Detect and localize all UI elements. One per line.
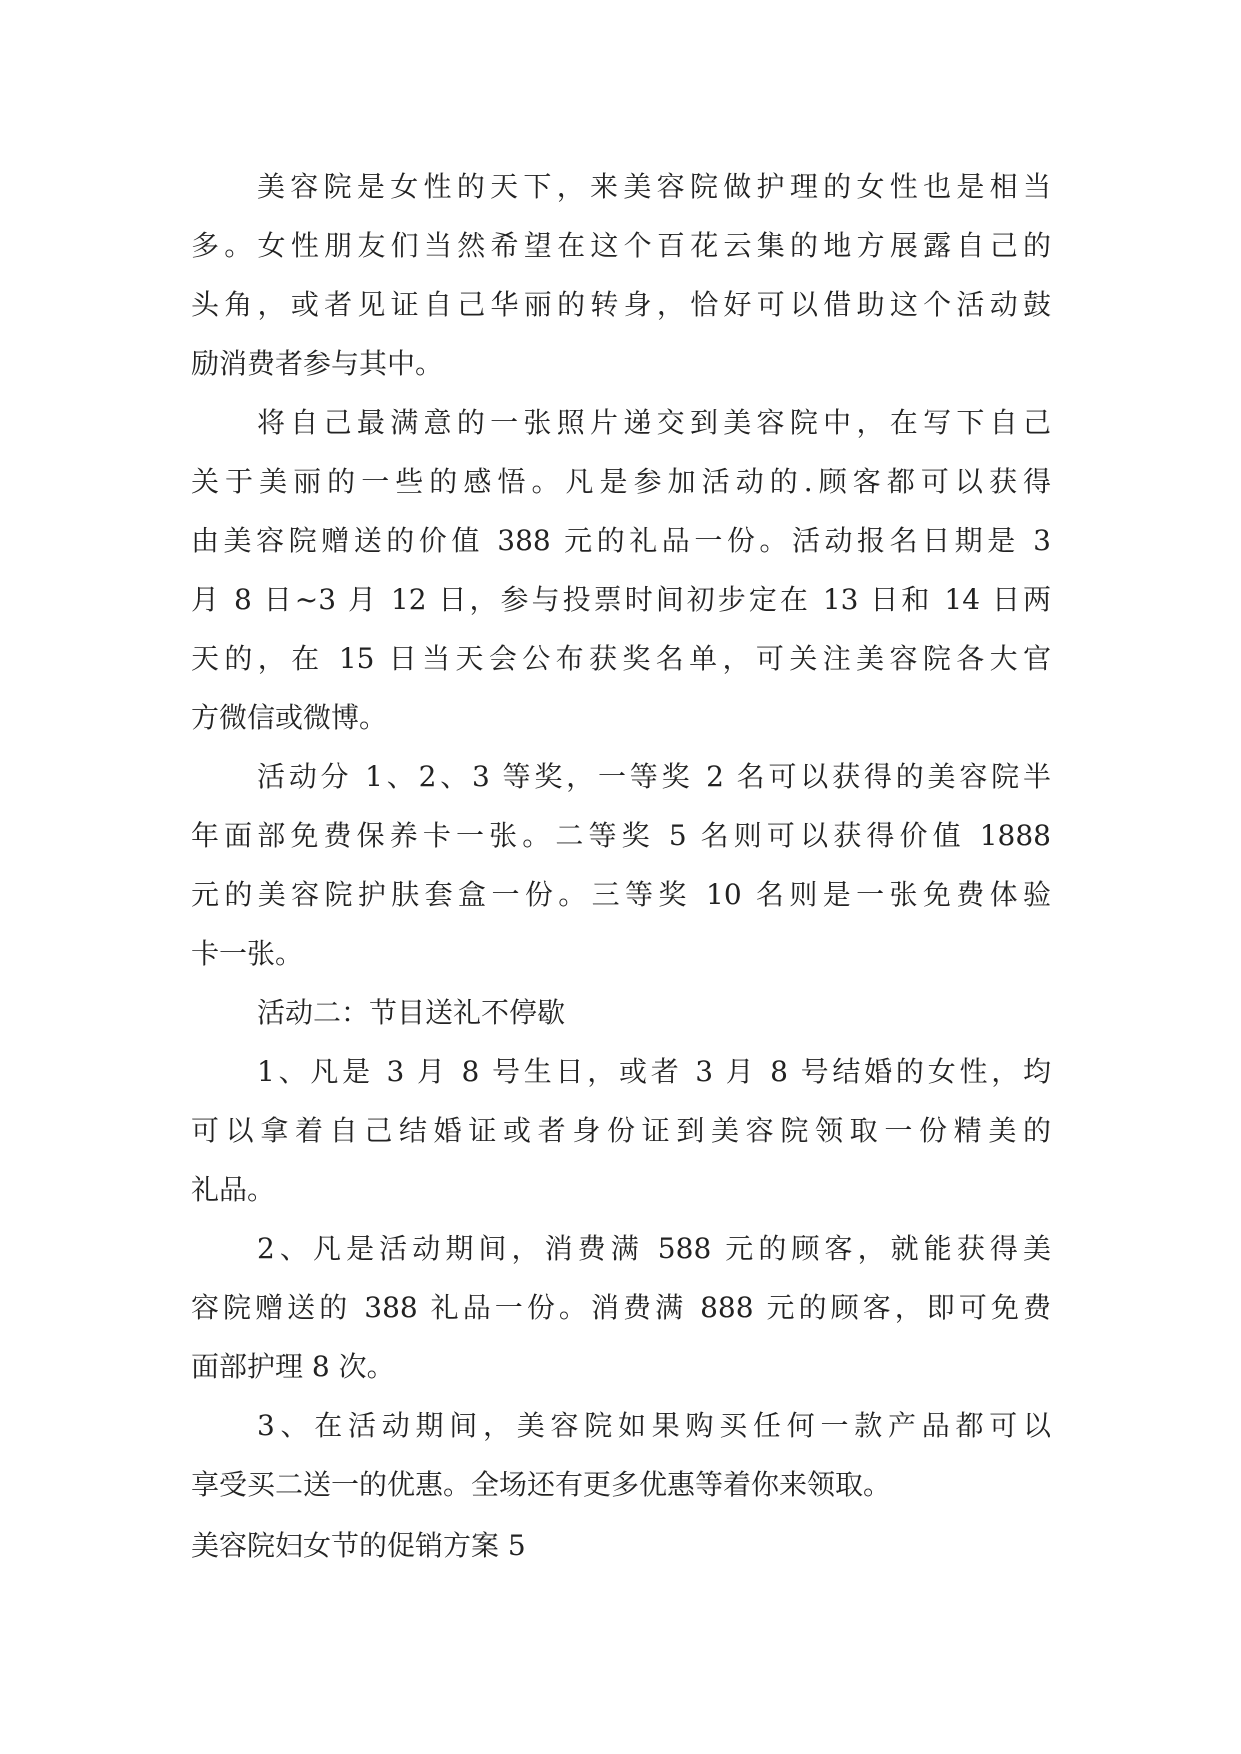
text-line: 将自己最满意的一张照片递交到美容院中，在写下自己 xyxy=(257,406,1051,439)
text-line: 享受买二送一的优惠。全场还有更多优惠等着你来领取。 xyxy=(191,1468,892,1501)
text-line: 面部护理 8 次。 xyxy=(191,1350,395,1383)
text-line: 元的美容院护肤套盒一份。三等奖 10 名则是一张免费体验 xyxy=(191,878,1051,911)
text-line: 1、凡是 3 月 8 号生日，或者 3 月 8 号结婚的女性，均 xyxy=(257,1055,1051,1088)
paragraph-prizes xyxy=(191,747,1051,983)
paragraph-item-1 xyxy=(191,1042,1051,1219)
text-line: 容院赠送的 388 礼品一份。消费满 888 元的顾客，即可免费 xyxy=(191,1291,1051,1324)
text-line: 2、凡是活动期间，消费满 588 元的顾客，就能获得美 xyxy=(257,1232,1051,1265)
section-title: 美容院妇女节的促销方案 5 xyxy=(191,1529,526,1562)
text-line: 励消费者参与其中。 xyxy=(191,347,444,380)
paragraph-item-2 xyxy=(191,1219,1051,1396)
text-line: 关于美丽的一些的感悟。凡是参加活动的.顾客都可以获得 xyxy=(191,465,1051,498)
text-line: 月 8 日~3 月 12 日，参与投票时间初步定在 13 日和 14 日两 xyxy=(191,583,1051,616)
document-body xyxy=(191,157,1051,1575)
text-line: 头角，或者见证自己华丽的转身，恰好可以借助这个活动鼓 xyxy=(191,288,1051,321)
text-line: 可以拿着自己结婚证或者身份证到美容院领取一份精美的 xyxy=(191,1114,1051,1147)
text-line: 多。女性朋友们当然希望在这个百花云集的地方展露自己的 xyxy=(191,229,1051,262)
paragraph-intro xyxy=(191,157,1051,393)
paragraph-item-3 xyxy=(191,1396,1051,1514)
text-line: 由美容院赠送的价值 388 元的礼品一份。活动报名日期是 3 xyxy=(191,524,1051,557)
text-line: 天的，在 15 日当天会公布获奖名单，可关注美容院各大官 xyxy=(191,642,1051,675)
text-line: 美容院是女性的天下，来美容院做护理的女性也是相当 xyxy=(257,170,1051,203)
text-line: 活动分 1、2、3 等奖，一等奖 2 名可以获得的美容院半 xyxy=(257,760,1051,793)
text-line: 礼品。 xyxy=(191,1173,276,1206)
paragraph-activity-two-heading xyxy=(191,983,1051,1042)
activity-heading: 活动二：节目送礼不停歇 xyxy=(257,996,566,1029)
text-line: 3、在活动期间，美容院如果购买任何一款产品都可以 xyxy=(257,1409,1051,1442)
text-line: 方微信或微博。 xyxy=(191,701,388,734)
paragraph-photo-activity xyxy=(191,393,1051,747)
text-line: 年面部免费保养卡一张。二等奖 5 名则可以获得价值 1888 xyxy=(191,819,1051,852)
text-line: 卡一张。 xyxy=(191,937,304,970)
